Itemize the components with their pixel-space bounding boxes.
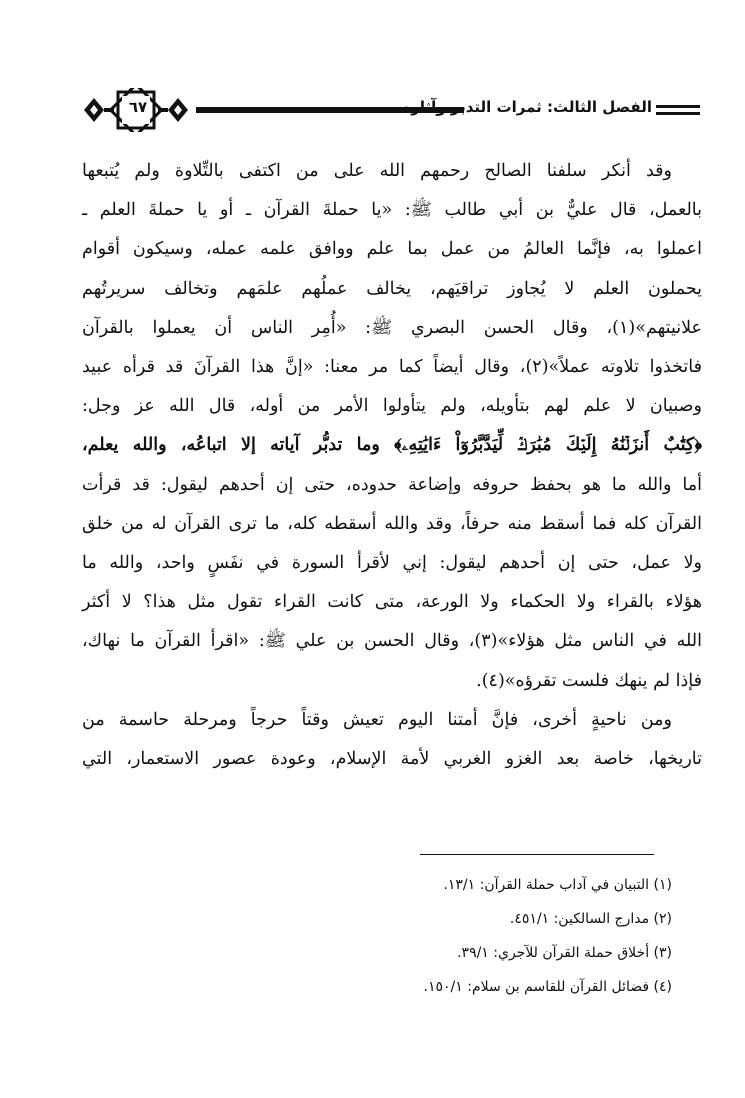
text-line: وصبيان لا علم لهم بتأويله، ولم يتأولوا الأمر من أوله، قال الله عز وجل: — [82, 396, 702, 417]
footnotes — [82, 868, 672, 1004]
footnote: (٤) فضائل القرآن للقاسم بن سلام: ١٥٠/١. — [423, 979, 672, 995]
body-text — [82, 152, 702, 779]
text-line: هؤلاء بالقراء ولا الحكماء ولا الورعة، متى كانت القراء تقول مثل هذا؟ لا أكثر — [82, 592, 702, 613]
footnote: (٢) مدارج السالكين: ٤٥١/١. — [509, 911, 672, 927]
text-line: الله في الناس مثل هؤلاء»(٣)، وقال الحسن بن علي ﷺ: «اقرأ القرآن ما نهاك، — [82, 631, 702, 652]
text-line: أما والله ما هو بحفظ حروفه وإضاعة حدوده، حتى إن أحدهم ليقول: قد قرأت — [82, 474, 702, 495]
text-line: تاريخها، خاصة بعد الغزو الغربي لأمة الإسلام، وعودة عصور الاستعمار، التي — [82, 749, 702, 770]
text-line: علانيتهم»(١)، وقال الحسن البصري ﷺ: «أُمِر الناس أن يعملوا بالقرآن — [82, 317, 702, 338]
header-rule-stub-top — [656, 105, 700, 108]
text-line: اعملوا به، فإنَّما العالمُ من عمل بما علم ووافق علمه عمله، وسيكون أقوام — [82, 239, 702, 260]
quran-verse-line: ﴿كِتَٰبٌ أَنزَلۡنَٰهُ إِلَيۡكَ مُبَٰرَكٞ لِّيَدَّبَّرُوٓاْ ءَايَٰتِهِۦ﴾ وما تدبُّر آياته إلا اتباعُه، والله يعلم، — [82, 435, 702, 456]
text-line: يحملون العلم لا يُجاوز تراقيَهم، يخالف عملُهم علمَهم وتخالف سريرتُهم — [82, 278, 702, 299]
page-number: ٦٧ — [128, 98, 148, 116]
text-line: ولا عمل، حتى إن أحدهم ليقول: إني لأقرأ السورة في نفَسٍ واحد، والله ما — [82, 553, 702, 574]
page-header — [78, 88, 700, 132]
text-line: بالعمل، قال عليٌّ بن أبي طالب ﷺ: «يا حملةَ القرآن ـ أو يا حملةَ العلم ـ — [82, 200, 702, 221]
text-line: فإذا لم ينهك فلست تقرؤه»(٤). — [476, 670, 702, 691]
text-line: القرآن كله فما أسقط منه حرفاً، وقد والله أسقطه كله، ما ترى القرآن له من خلق — [82, 513, 702, 534]
text-line: فاتخذوا تلاوته عملاً»(٢)، وقال أيضاً كما مر معنا: «إنَّ هذا القرآنَ قد قرأه عبيد — [82, 357, 702, 378]
chapter-title: الفصل الثالث: ثمرات التدبر وآثاره — [402, 98, 652, 116]
footnote-separator — [420, 854, 654, 855]
footnote: (١) التبيان في آداب حملة القرآن: ١٣/١. — [443, 877, 672, 893]
text-line: ومن ناحيةٍ أخرى، فإنَّ أمتنا اليوم تعيش وقتاً حرجاً ومرحلة حاسمة من — [82, 709, 672, 730]
header-rule-stub-bottom — [656, 112, 700, 115]
footnote: (٣) أخلاق حملة القرآن للآجري: ٣٩/١. — [457, 945, 672, 961]
text-line: وقد أنكر سلفنا الصالح رحمهم الله على من اكتفى بالتِّلاوة ولم يُتبعها — [82, 161, 672, 181]
